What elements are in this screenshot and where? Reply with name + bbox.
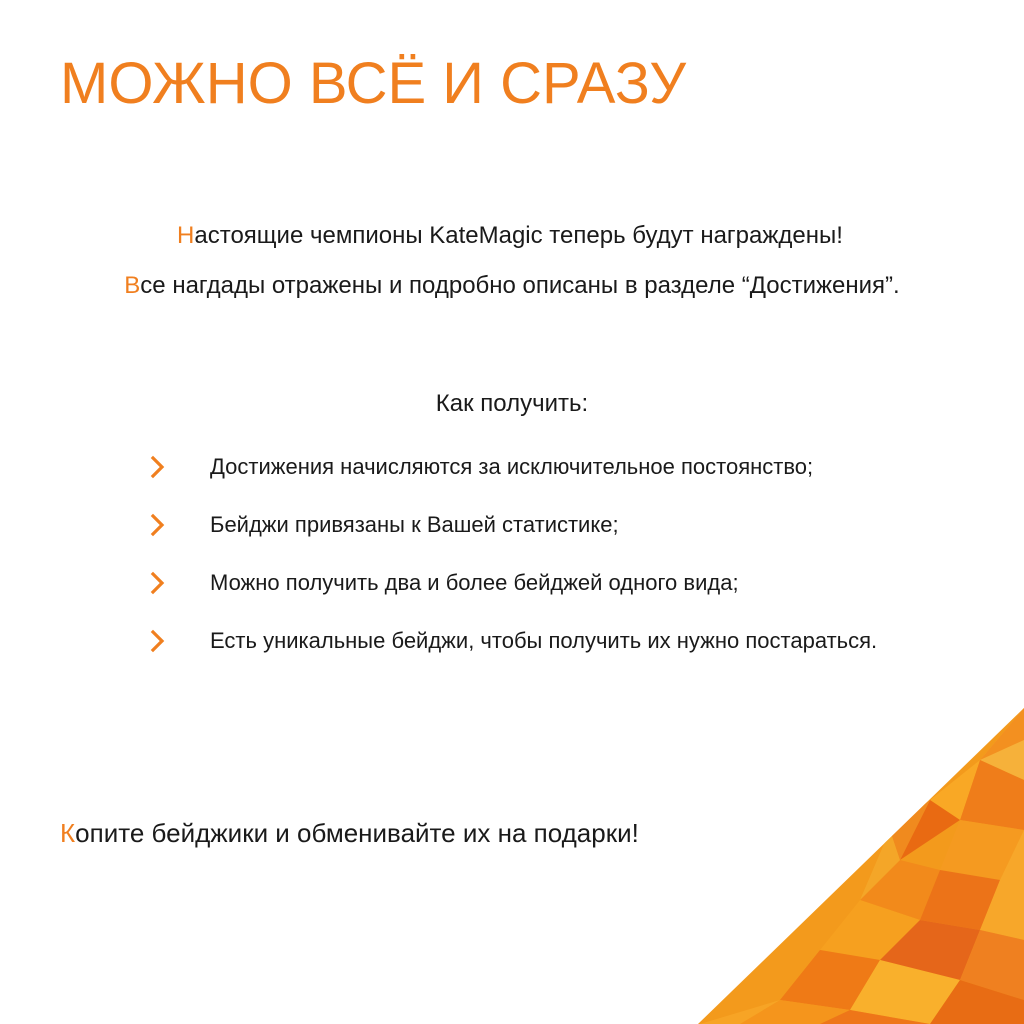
intro-line-1-initial: Н	[177, 222, 195, 249]
intro-line-2-text: се нагдады отражены и подробно описаны в разделе “Достижения”.	[140, 272, 900, 299]
list-item-text: Достижения начисляются за исключительное постоянство;	[210, 454, 814, 479]
howto-heading: Как получить:	[435, 390, 589, 417]
list-item-text: Есть уникальные бейджи, чтобы получить их нужно постараться.	[210, 628, 878, 653]
page-title: МОЖНО ВСЁ И СРАЗУ	[60, 51, 687, 116]
footer-initial: К	[60, 818, 76, 848]
list-item-text: Бейджи привязаны к Вашей статистике;	[210, 512, 619, 537]
intro-line-1-text: астоящие чемпионы KateMagic теперь будут награждены!	[194, 222, 843, 249]
intro-line-2-initial: В	[124, 272, 141, 299]
footer-text: опите бейджики и обменивайте их на подарки!	[75, 818, 639, 848]
list-item-text: Можно получить два и более бейджей одного вида;	[210, 570, 739, 595]
